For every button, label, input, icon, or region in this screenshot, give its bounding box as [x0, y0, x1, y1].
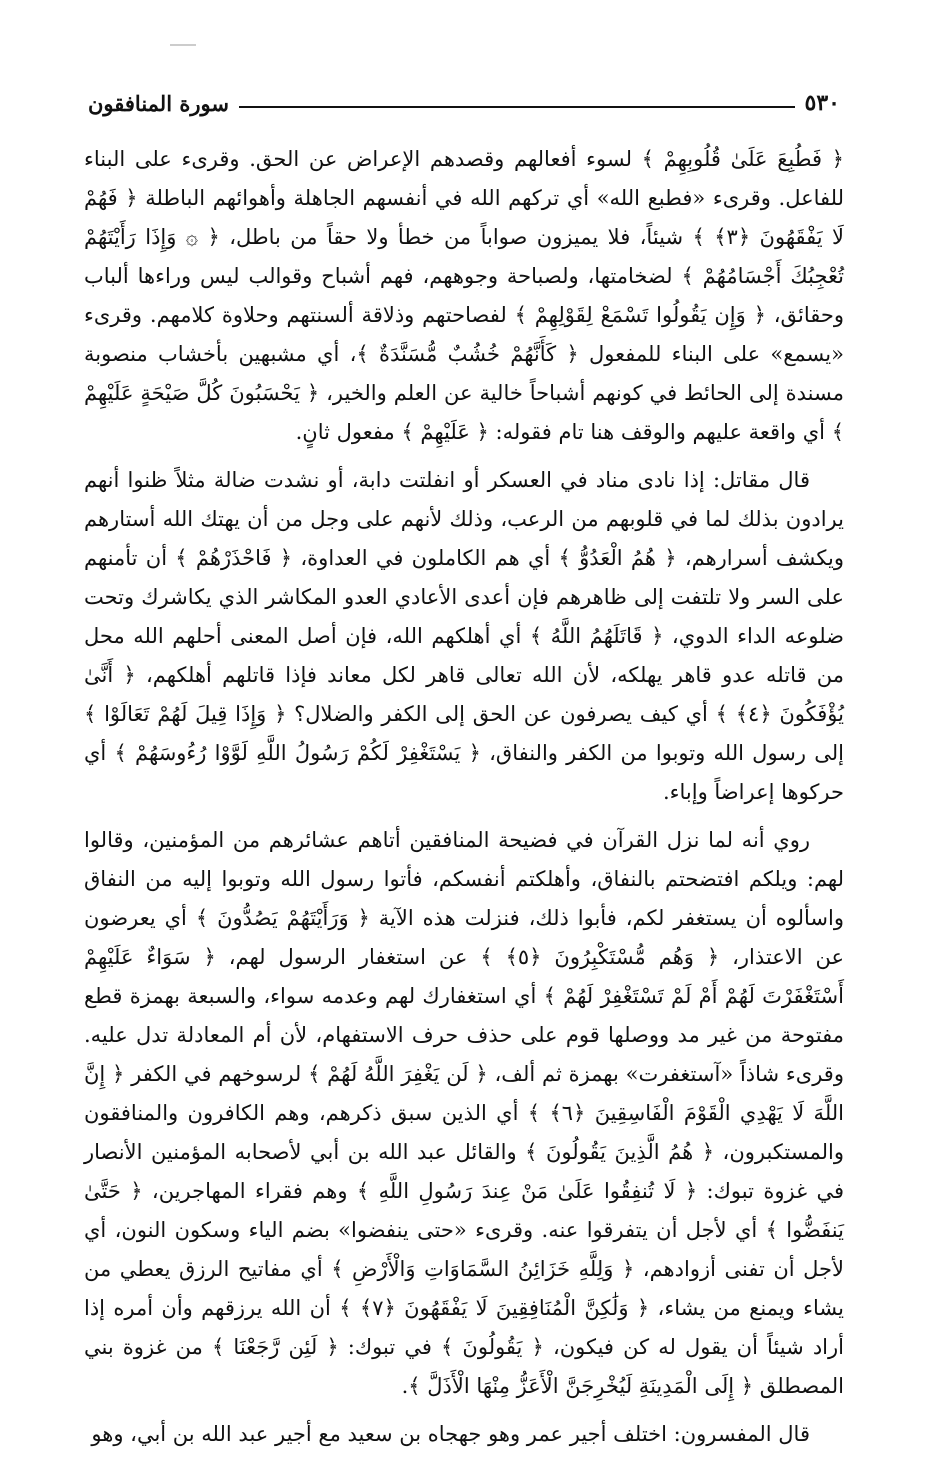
paragraph-1: ﴿ فَطُبِعَ عَلَىٰ قُلُوبِهِمْ ﴾ لسوء أفعالهم وقصدهم الإعراض عن الحق. وقرىء على البناء للفاعل. وقرىء «فطبع الله» أي تركهم الله في أنفسهم الجاهلة وأهوائهم الباطلة ﴿ فَهُمْ لَا يَفْقَهُونَ ﴿٣﴾ ﴾ شيئاً، فلا يميزون صواباً من خطأ ولا حقاً من باطل، ﴿ ۞ وَإِذَا رَأَيْتَهُمْ تُعْجِبُكَ أَجْسَامُهُمْ ﴾ لضخامتها، ولصباحة وجوههم، فهم أشباح وقوالب ليس وراءها ألباب وحقائق، ﴿ وَإِن يَقُولُوا تَسْمَعْ لِقَوْلِهِمْ ﴾ لفصاحتهم وذلاقة ألسنتهم وحلاوة كلامهم. وقرىء «يسمع» على البناء للمفعول ﴿ كَأَنَّهُمْ خُشُبٌ مُّسَنَّدَةٌ ﴾، أي مشبهين بأخشاب منصوبة مسندة إلى الحائط في كونهم أشباحاً خالية عن العلم والخير، ﴿ يَحْسَبُونَ كُلَّ صَيْحَةٍ عَلَيْهِمْ ﴾ أي واقعة عليهم والوقف هنا تام فقوله: ﴿ عَلَيْهِمْ ﴾ مفعول ثانٍ. — [84, 147, 844, 444]
paragraph-3: روي أنه لما نزل القرآن في فضيحة المنافقين أتاهم عشائرهم من المؤمنين، وقالوا لهم: ويلكم افتضحتم بالنفاق، وأهلكتم أنفسكم، فأتوا رسول الله وتوبوا إليه من النفاق واسألوه أن يستغفر لكم، فأبوا ذلك، فنزلت هذه الآية ﴿ وَرَأَيْتَهُمْ يَصُدُّونَ ﴾ أي يعرضون عن الاعتذار، ﴿ وَهُم مُّسْتَكْبِرُونَ ﴿٥﴾ ﴾ عن استغفار الرسول لهم، ﴿ سَوَاءٌ عَلَيْهِمْ أَسْتَغْفَرْتَ لَهُمْ أَمْ لَمْ تَسْتَغْفِرْ لَهُمْ ﴾ أي استغفارك لهم وعدمه سواء، والسبعة بهمزة قطع مفتوحة من غير مد ووصلها قوم على حذف حرف الاستفهام، لأن أم المعادلة تدل عليه. وقرىء شاذاً «آستغفرت» بهمزة ثم ألف، ﴿ لَن يَغْفِرَ اللَّهُ لَهُمْ ﴾ لرسوخهم في الكفر ﴿ إِنَّ اللَّهَ لَا يَهْدِي الْقَوْمَ الْفَاسِقِينَ ﴿٦﴾ ﴾ أي الذين سبق ذكرهم، وهم الكافرون والمنافقون والمستكبرون، ﴿ هُمُ الَّذِينَ يَقُولُونَ ﴾ والقائل عبد الله بن أبي لأصحابه المؤمنين الأنصار في غزوة تبوك: ﴿ لَا تُنفِقُوا عَلَىٰ مَنْ عِندَ رَسُولِ اللَّهِ ﴾ وهم فقراء المهاجرين، ﴿ حَتَّىٰ يَنفَضُّوا ﴾ أي لأجل أن يتفرقوا عنه. وقرىء «حتى ينفضوا» بضم الياء وسكون النون، أي لأجل أن تفنى أزوادهم، ﴿ وَلِلَّهِ خَزَائِنُ السَّمَاوَاتِ وَالْأَرْضِ ﴾ أي مفاتيح الرزق يعطي من يشاء ويمنع من يشاء، ﴿ وَلَٰكِنَّ الْمُنَافِقِينَ لَا يَفْقَهُونَ ﴿٧﴾ ﴾ أن الله يرزقهم وأن أمره إذا أراد شيئاً أن يقول له كن فيكون، ﴿ يَقُولُونَ ﴾ في تبوك: ﴿ لَئِن رَّجَعْنَا ﴾ من غزوة بني المصطلق ﴿ إِلَى الْمَدِينَةِ لَيُخْرِجَنَّ الْأَعَزُّ مِنْهَا الْأَذَلَّ ﴾. — [84, 828, 845, 1398]
surah-title: سورة المنافقون — [88, 91, 229, 116]
scan-speck — [170, 44, 196, 46]
page-body — [84, 140, 844, 1463]
paragraph-2: قال مقاتل: إذا نادى مناد في العسكر أو انفلتت دابة، أو نشدت ضالة مثلاً ظنوا أنهم يرادون بذلك لما في قلوبهم من الرعب، وذلك لأنهم على وجل من أن يهتك الله أستارهم ويكشف أسرارهم، ﴿ هُمُ الْعَدُوُّ ﴾ أي هم الكاملون في العداوة، ﴿ فَاحْذَرْهُمْ ﴾ أن تأمنهم على السر ولا تلتفت إلى ظاهرهم فإن أعدى الأعادي العدو المكاشر الذي يكاشرك وتحت ضلوعه الداء الدوي، ﴿ قَاتَلَهُمُ اللَّهُ ﴾ أي أهلكهم الله، فإن أصل المعنى أحلهم الله محل من قاتله عدو قاهر يهلكه، لأن الله تعالى قاهر لكل معاند فإذا قاتلهم أهلكهم، ﴿ أَنَّىٰ يُؤْفَكُونَ ﴿٤﴾ ﴾ أي كيف يصرفون عن الحق إلى الكفر والضلال؟ ﴿ وَإِذَا قِيلَ لَهُمْ تَعَالَوْا ﴾ إلى رسول الله وتوبوا من الكفر والنفاق، ﴿ يَسْتَغْفِرْ لَكُمْ رَسُولُ اللَّهِ لَوَّوْا رُءُوسَهُمْ ﴾ أي حركوها إعراضاً وإباء. — [84, 468, 844, 804]
page-number: ٥٣٠ — [804, 90, 840, 116]
page-header — [88, 80, 840, 120]
header-rule — [239, 106, 795, 108]
paragraph-4: قال المفسرون: اختلف أجير عمر وهو جهجاه بن سعيد مع أجير عبد الله بن أبي، وهو — [91, 1422, 810, 1446]
